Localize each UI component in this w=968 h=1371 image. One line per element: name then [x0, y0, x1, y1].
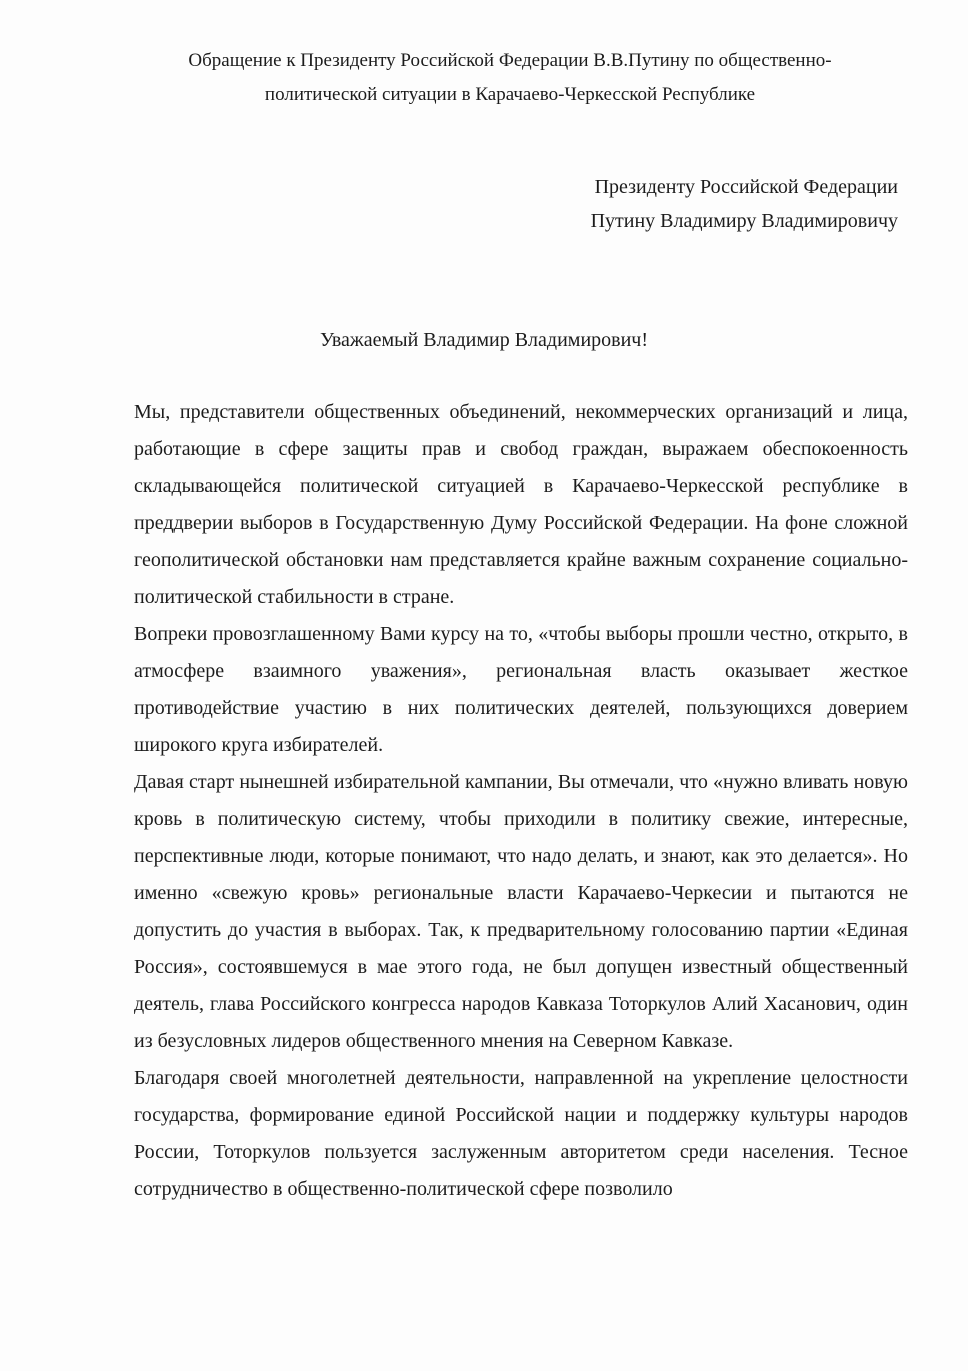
title-line-2: политической ситуации в Карачаево-Черкесской Республике — [264, 84, 756, 105]
paragraph: Благодаря своей многолетней деятельности, направленной на укрепление целостности государства, формирование единой Российской нации и поддержку культуры народов России, Тоторкулов пользуется заслуженным авторитетом среди населения. Тесное сотрудничество в общественно-политической сфере позволило — [134, 1067, 908, 1200]
addressee-line-2: Путину Владимиру Владимировичу — [590, 210, 898, 232]
letter-body — [134, 394, 908, 1208]
paragraph: Вопреки провозглашенному Вами курсу на то, «чтобы выборы прошли честно, открыто, в атмосфере взаимного уважения», региональная власть оказывает жесткое противодействие участию в них политических деятелей, пользующихся доверием широкого круга избирателей. — [134, 623, 908, 756]
paragraph: Мы, представители общественных объединений, некоммерческих организаций и лица, работающие в сфере защиты прав и свобод граждан, выражаем обеспокоенность складывающейся политической ситуацией в Карачаево-Черкесской республике в преддверии выборов в Государственную Думу Российской Федерации. На фоне сложной геополитической обстановки нам представляется крайне важным сохранение социально-политической стабильности в стране. — [134, 401, 908, 608]
document-title — [150, 44, 870, 112]
paragraph: Давая старт нынешней избирательной кампании, Вы отмечали, что «нужно вливать новую кровь в политическую систему, чтобы приходили в политику свежие, интересные, перспективные люди, которые понимают, что надо делать, и знают, как это делается». Но именно «свежую кровь» региональные власти Карачаево-Черкесии и пытаются не допустить до участия в выборах. Так, к предварительному голосованию партии «Единая Россия», состоявшемуся в мае этого года, не был допущен известный общественный деятель, глава Российского конгресса народов Кавказа Тоторкулов Алий Хасанович, один из безусловных лидеров общественного мнения на Северном Кавказе. — [134, 771, 908, 1052]
salutation: Уважаемый Владимир Владимирович! — [319, 329, 649, 351]
addressee-line-1: Президенту Российской Федерации — [594, 176, 898, 198]
addressee-block — [591, 170, 898, 238]
title-line-1: Обращение к Президенту Российской Федерации В.В.Путину по общественно- — [188, 50, 832, 71]
